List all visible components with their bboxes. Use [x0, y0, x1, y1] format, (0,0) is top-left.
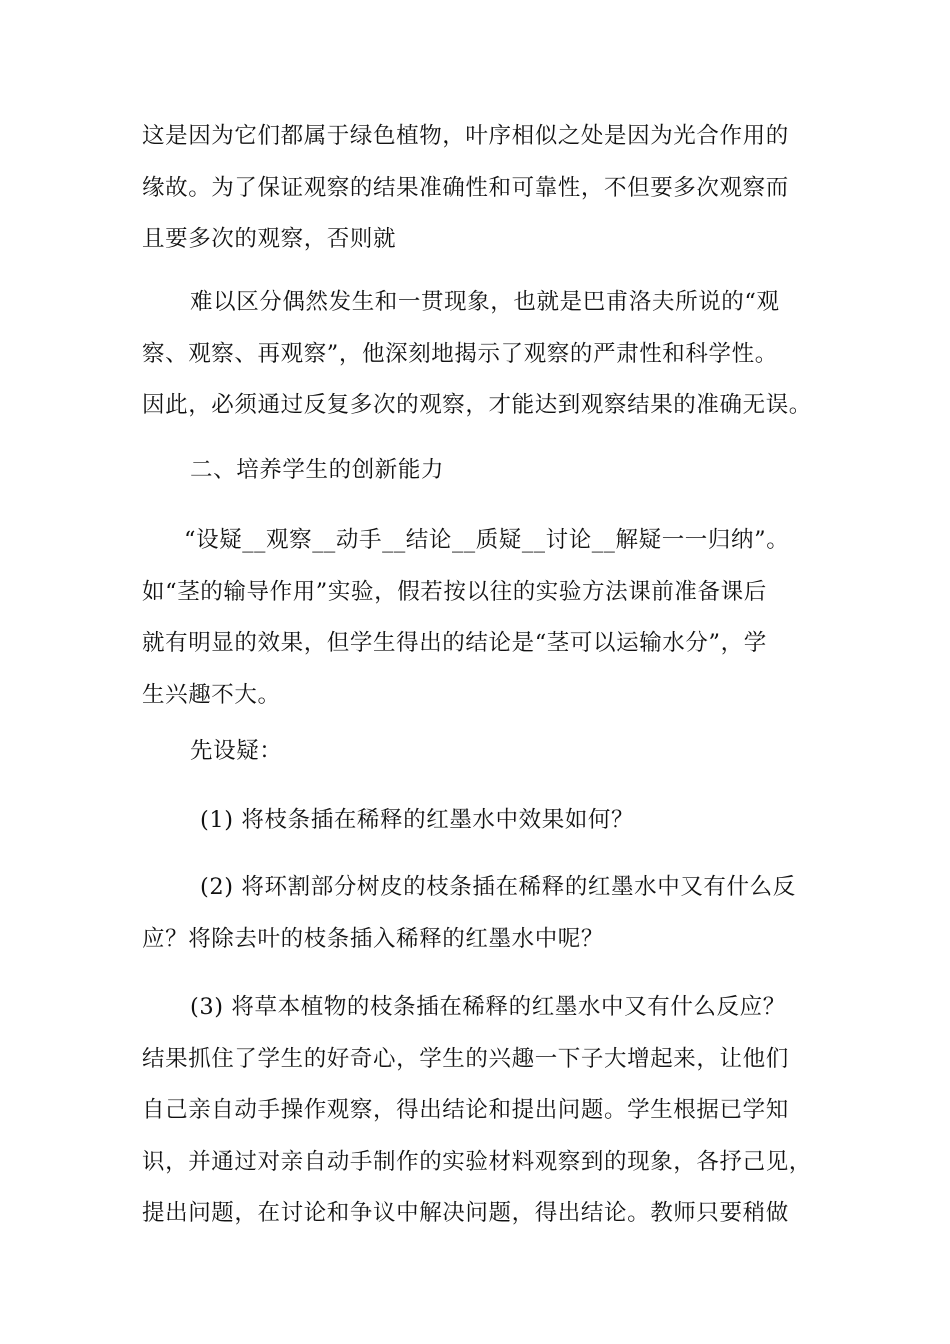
paragraph-4 — [142, 515, 814, 721]
text-line: 先设疑： — [190, 738, 283, 764]
text-line: 自己亲自动手操作观察，得出结论和提出问题。学生根据已学知 — [142, 1097, 789, 1123]
text-line: (1) 将枝条插在稀释的红墨水中效果如何？ — [200, 807, 635, 833]
text-line: 结果抓住了学生的好奇心，学生的兴趣一下子大增起来，让他们 — [142, 1045, 789, 1072]
text-line: 因此，必须通过反复多次的观察，才能达到观察结果的准确无误。 — [142, 392, 812, 418]
text-line: (2) 将环割部分树皮的枝条插在稀释的红墨水中又有什么反 — [200, 874, 796, 900]
paragraph-5 — [142, 726, 814, 778]
text-line: 就有明显的效果，但学生得出的结论是“茎可以运输水分”，学 — [142, 630, 767, 656]
question-3 — [142, 982, 814, 1240]
question-1 — [142, 795, 814, 847]
text-line: 难以区分偶然发生和一贯现象，也就是巴甫洛夫所说的“观 — [190, 289, 780, 315]
text-line: (3) 将草本植物的枝条插在稀释的红墨水中又有什么反应？ — [190, 994, 786, 1020]
text-line: 如“茎的输导作用”实验，假若按以往的实验方法课前准备课后 — [142, 578, 767, 605]
text-line: 这是因为它们都属于绿色植物，叶序相似之处是因为光合作用的 — [142, 123, 789, 149]
text-line: “设疑__观察__动手__结论__质疑__讨论__解疑一一归纳”。 — [184, 527, 790, 553]
paragraph-2 — [142, 277, 814, 432]
section-heading — [142, 445, 814, 497]
text-line: 且要多次的观察，否则就 — [142, 226, 397, 252]
text-line: 识，并通过对亲自动手制作的实验材料观察到的现象，各抒己见， — [142, 1148, 812, 1175]
text-line: 缘故。为了保证观察的结果准确性和可靠性，不但要多次观察而 — [142, 174, 789, 201]
text-line: 应？将除去叶的枝条插入稀释的红墨水中呢？ — [142, 925, 605, 952]
text-line: 生兴趣不大。 — [142, 681, 281, 708]
question-2 — [142, 862, 814, 965]
paragraph-1 — [142, 111, 814, 266]
text-line: 察、观察、再观察”，他深刻地揭示了观察的严肃性和科学性。 — [142, 340, 778, 367]
heading-line: 二、培养学生的创新能力 — [190, 457, 445, 483]
text-line: 提出问题，在讨论和争议中解决问题，得出结论。教师只要稍做 — [142, 1200, 789, 1226]
